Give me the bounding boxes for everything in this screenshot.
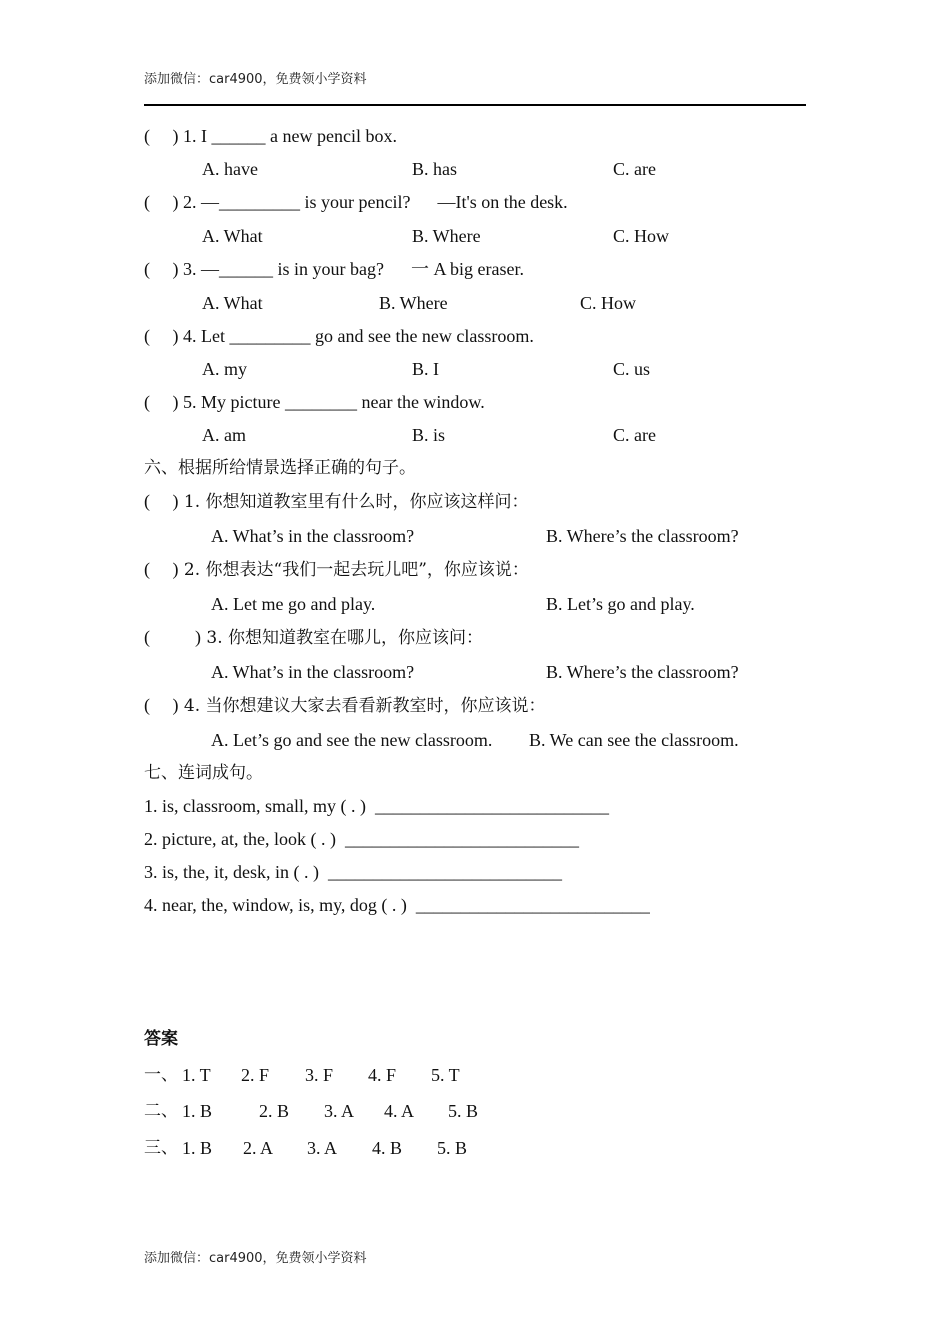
situation-4-paren: ( ): [144, 695, 179, 715]
answer-item: 1. B: [182, 1101, 213, 1121]
situation-2-paren: ( ): [144, 559, 179, 579]
question-1-option-c: C. are: [613, 159, 656, 179]
answer-item: 1. B: [182, 1138, 213, 1158]
answer-item: 5. B: [448, 1101, 479, 1121]
situation-1-paren: ( ): [144, 491, 179, 511]
situation-3-paren: ( ): [144, 627, 201, 647]
situation-1: [144, 490, 529, 513]
situation-3-stem: 3. 你想知道教室在哪儿，你应该问：: [201, 628, 484, 648]
answer-row-2: [144, 1100, 544, 1122]
question-1-stem: ( ) 1. I ______ a new pencil box.: [144, 126, 397, 146]
answer-item: 3. A: [307, 1138, 338, 1158]
situation-2-stem: 2. 你想表达“我们一起去玩儿吧”，你应该说：: [178, 560, 529, 580]
question-3-option-c: C. How: [580, 293, 637, 313]
answer-item: 5. B: [437, 1138, 468, 1158]
sentence-item-3: 3. is, the, it, desk, in ( . ) __________________________: [144, 862, 562, 882]
page-footer: 添加微信：car4900，免费领小学资料: [144, 1251, 367, 1266]
header-rule: [144, 104, 806, 106]
situation-4-option-b: B. We can see the classroom.: [529, 730, 739, 750]
answer-item: 4. A: [384, 1101, 415, 1121]
situation-1-option-b: B. Where’s the classroom?: [546, 526, 739, 546]
situation-4-option-a: A. Let’s go and see the new classroom.: [211, 730, 493, 750]
question-5-option-a: A. am: [202, 425, 246, 445]
answer-item: 2. A: [243, 1138, 274, 1158]
answer-item: 4. B: [372, 1138, 403, 1158]
answers-title: 答案: [144, 1029, 178, 1049]
page-header: 添加微信：car4900，免费领小学资料: [144, 72, 367, 87]
situation-2-option-a: A. Let me go and play.: [211, 594, 376, 614]
answer-row-1: [144, 1064, 544, 1086]
situation-4: [144, 694, 546, 717]
situation-3-option-a: A. What’s in the classroom?: [211, 662, 415, 682]
question-4-option-b: B. I: [412, 359, 439, 379]
situation-4-stem: 4. 当你想建议大家去看看新教室时，你应该说：: [178, 696, 546, 716]
question-2-stem: ( ) 2. —_________ is your pencil? —It's on the desk.: [144, 192, 568, 212]
answer-item: 5. T: [431, 1065, 460, 1085]
sentence-item-4: 4. near, the, window, is, my, dog ( . ) __________________________: [144, 895, 650, 915]
answer-row-1-label: 一、: [144, 1065, 178, 1085]
sentence-item-2: 2. picture, at, the, look ( . ) __________________________: [144, 829, 579, 849]
question-4-option-c: C. us: [613, 359, 651, 379]
answer-item: 1. T: [182, 1065, 211, 1085]
question-5-option-c: C. are: [613, 425, 656, 445]
question-2-option-a: A. What: [202, 226, 263, 246]
answer-item: 3. F: [305, 1065, 334, 1085]
section-7-title: 七、连词成句。: [144, 763, 263, 783]
situation-1-option-a: A. What’s in the classroom?: [211, 526, 415, 546]
answer-row-2-label: 二、: [144, 1101, 178, 1121]
question-1-option-a: A. have: [202, 159, 258, 179]
sentence-item-1: 1. is, classroom, small, my ( . ) __________________________: [144, 796, 609, 816]
question-4-option-a: A. my: [202, 359, 247, 379]
section-6-title: 六、根据所给情景选择正确的句子。: [144, 458, 416, 478]
question-3-option-a: A. What: [202, 293, 263, 313]
question-4-stem: ( ) 4. Let _________ go and see the new classroom.: [144, 326, 534, 346]
situation-2: [144, 558, 529, 581]
answer-row-3-label: 三、: [144, 1138, 178, 1158]
answer-item: 2. B: [259, 1101, 290, 1121]
situation-2-option-b: B. Let’s go and play.: [546, 594, 695, 614]
question-3-stem: ( ) 3. —______ is in your bag? 一 A big eraser.: [144, 259, 524, 279]
question-1-option-b: B. has: [412, 159, 457, 179]
answer-item: 4. F: [368, 1065, 397, 1085]
question-2-option-b: B. Where: [412, 226, 481, 246]
question-5-stem: ( ) 5. My picture ________ near the window.: [144, 392, 485, 412]
answer-item: 3. A: [324, 1101, 355, 1121]
question-3-option-b: B. Where: [379, 293, 448, 313]
answer-row-3: [144, 1137, 544, 1159]
situation-3: [144, 626, 483, 649]
situation-3-option-b: B. Where’s the classroom?: [546, 662, 739, 682]
answer-item: 2. F: [241, 1065, 270, 1085]
question-2-option-c: C. How: [613, 226, 670, 246]
situation-1-stem: 1. 你想知道教室里有什么时，你应该这样问：: [178, 492, 529, 512]
question-5-option-b: B. is: [412, 425, 446, 445]
